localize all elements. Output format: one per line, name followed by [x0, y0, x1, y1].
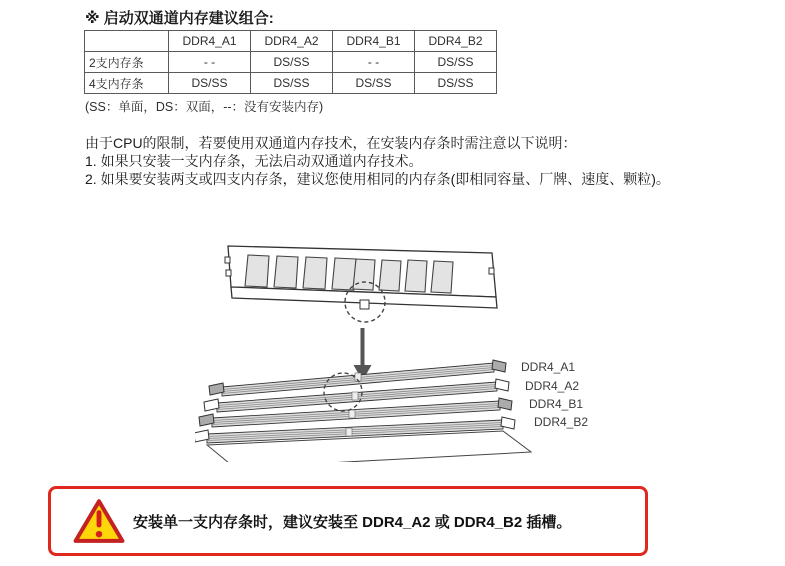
notes-item-1: 1. 如果只安装一支内存条，无法启动双通道内存技术。	[85, 153, 423, 169]
memory-combo-table	[84, 30, 497, 94]
cell-4-a2: DS/SS	[251, 73, 333, 94]
cell-2-b1: - -	[333, 52, 415, 73]
warning-text: 安装单一支内存条时，建议安装至 DDR4_A2 或 DDR4_B2 插槽。	[133, 513, 572, 531]
col-header-ddr4-b2: DDR4_B2	[415, 31, 497, 52]
slot-label-ddr4-a1: DDR4_A1	[521, 360, 576, 374]
warning-triangle-icon	[72, 497, 126, 547]
row-label-4modules: 4支内存条	[85, 73, 169, 94]
cell-4-b1: DS/SS	[333, 73, 415, 94]
cpu-limit-notes	[85, 134, 670, 188]
slot-label-ddr4-a2: DDR4_A2	[525, 379, 580, 393]
notes-intro: 由于CPU的限制，若要使用双通道内存技术，在安装内存条时需注意以下说明：	[85, 135, 577, 151]
notes-item-2: 2. 如果要安装两支或四支内存条，建议您使用相同的内存条(即相同容量、厂牌、速度、颗粒)。	[85, 171, 670, 187]
memory-install-diagram	[195, 240, 595, 462]
table-row-2modules	[85, 52, 497, 73]
table-header-row	[85, 31, 497, 52]
dimm-slots-illustration	[195, 360, 515, 443]
cell-4-b2: DS/SS	[415, 73, 497, 94]
slot-label-ddr4-b1: DDR4_B1	[529, 397, 584, 411]
col-header-ddr4-a2: DDR4_A2	[251, 31, 333, 52]
dual-channel-title: ※ 启动双通道内存建议组合:	[85, 10, 274, 27]
cell-2-a1: - -	[169, 52, 251, 73]
cell-2-a2: DS/SS	[251, 52, 333, 73]
col-header-ddr4-a1: DDR4_A1	[169, 31, 251, 52]
table-footnote: (SS：单面，DS：双面，--：没有安装内存)	[85, 100, 324, 114]
row-label-2modules: 2支内存条	[85, 52, 169, 73]
col-header-ddr4-b1: DDR4_B1	[333, 31, 415, 52]
slot-label-ddr4-b2: DDR4_B2	[534, 415, 589, 429]
corner-cell	[85, 31, 169, 52]
memory-chips	[245, 255, 453, 293]
cell-2-b2: DS/SS	[415, 52, 497, 73]
cell-4-a1: DS/SS	[169, 73, 251, 94]
table-row-4modules	[85, 73, 497, 94]
warning-box	[48, 486, 648, 556]
